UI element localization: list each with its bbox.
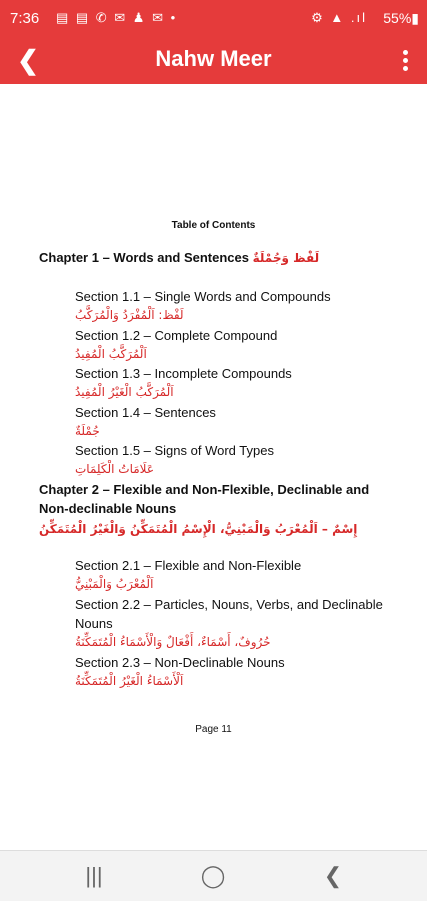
chapter-2-label: Chapter 2 – Flexible and Non-Flexible, Declinable and Non-declinable Nouns: [39, 482, 370, 516]
chapter-1-label: Chapter 1 – Words and Sentences: [39, 250, 249, 265]
chapter-2-title[interactable]: [39, 480, 399, 538]
section-label: Section 2.3 – Non-Declinable Nouns: [75, 655, 285, 670]
app-title: Nahw Meer: [155, 46, 272, 71]
chapter-1-arabic: لَفْظ وَجُمْلَةٌ: [252, 251, 320, 265]
section-1-3[interactable]: [75, 364, 399, 401]
section-arabic: عَلَامَاتُ الْكَلِمَاتِ: [75, 462, 154, 476]
chapter-2-arabic: إِسْمٌ – اَلْمُعْرَبُ وَالْمَبْنِيُّ، الْإِسْمُ الْمُتَمَكِّنُ وَالْغَيْرُ الْمُتَمَكِّنُ: [39, 522, 358, 536]
nav-back-icon[interactable]: ❮: [323, 863, 343, 888]
home-icon[interactable]: ◯: [200, 863, 226, 888]
chapter-1-title[interactable]: [39, 248, 399, 267]
section-label: Section 1.1 – Single Words and Compounds: [75, 289, 331, 304]
section-arabic: اَلْمُرَكَّبُ الْغَيْرُ الْمُفِيدُ: [75, 385, 174, 399]
section-arabic: اَلْمُعْرَبُ وَالْمَبْنِيُّ: [75, 577, 154, 591]
overflow-menu-icon[interactable]: [393, 44, 417, 76]
back-arrow-icon[interactable]: ❮: [17, 44, 39, 75]
section-label: Section 1.3 – Incomplete Compounds: [75, 366, 292, 381]
section-arabic: جُمْلَةٌ: [75, 424, 100, 438]
status-time: 7:36: [10, 10, 40, 27]
section-label: Section 2.1 – Flexible and Non-Flexible: [75, 558, 302, 573]
battery-level: 55%▮: [383, 10, 419, 26]
section-arabic: لَفْظ: اَلْمُفْرَدُ وَالْمُرَكَّبُ: [75, 308, 184, 322]
section-2-2[interactable]: [75, 595, 399, 651]
section-label: Section 1.4 – Sentences: [75, 405, 216, 420]
recents-icon[interactable]: |||: [85, 863, 103, 888]
section-2-1[interactable]: [75, 556, 399, 593]
system-navigation-bar: [0, 850, 427, 901]
section-1-4[interactable]: [75, 403, 399, 440]
toc-heading: Table of Contents: [171, 220, 256, 231]
section-label: Section 1.2 – Complete Compound: [75, 328, 278, 343]
document-page: [0, 84, 427, 850]
section-1-5[interactable]: [75, 441, 399, 478]
status-bar: [0, 0, 427, 36]
section-label: Section 2.2 – Particles, Nouns, Verbs, and Declinable Nouns: [75, 597, 383, 631]
section-1-2[interactable]: [75, 326, 399, 363]
section-label: Section 1.5 – Signs of Word Types: [75, 443, 274, 458]
notification-icons: ▤ ▤ ✆ ✉ ♟ ✉ •: [56, 10, 178, 25]
section-arabic: اَلْمُرَكَّبُ الْمُفِيدُ: [75, 347, 147, 361]
page-number: Page 11: [195, 724, 232, 735]
section-arabic: حُرُوفٌ، أَسْمَاءٌ، أَفْعَالٌ وَالْأَسْمَاءُ الْمُتَمَكِّنَةُ: [75, 635, 271, 649]
section-arabic: اَلْأَسْمَاءُ الْغَيْرُ الْمُتَمَكِّنَةُ: [75, 674, 184, 688]
section-1-1[interactable]: [75, 287, 399, 324]
app-bar: [0, 36, 427, 84]
system-icons: ⚙ ▲ .ıl: [311, 10, 367, 25]
section-2-3[interactable]: [75, 653, 399, 690]
